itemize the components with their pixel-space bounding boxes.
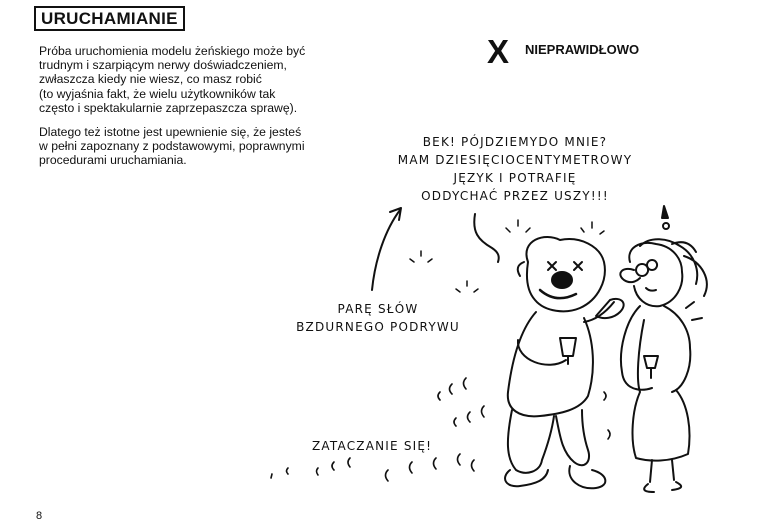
speech-tail xyxy=(474,214,499,262)
text-line: Próba uruchomienia modelu żeńskiego może być xyxy=(39,44,306,58)
speech-line: BEK! PÓJDZIEMYDO MNIE? xyxy=(422,135,608,149)
section-heading: URUCHAMIANIE xyxy=(34,6,185,31)
page-number: 8 xyxy=(36,510,43,522)
caption-line: BZDURNEGO PODRYWU xyxy=(296,320,460,334)
speech-line: ODDYCHAĆ PRZEZ USZY!!! xyxy=(421,189,609,203)
arrow-icon xyxy=(372,208,401,290)
speech-bubble xyxy=(385,133,645,205)
text-line: często i spektakularnie zaprzepaszcza sprawę). xyxy=(39,100,298,115)
stagger-caption: ZATACZANIE SIĘ! xyxy=(312,439,433,453)
wrong-x-icon: X xyxy=(487,33,510,70)
sparkle-marks xyxy=(410,220,604,292)
text-line: trudnym i szarpiącym nerwy doświadczeniem, xyxy=(39,58,287,73)
text-line: procedurami uruchamiania. xyxy=(39,153,187,168)
pickup-caption xyxy=(288,300,468,336)
verdict-label: NIEPRAWIDŁOWO xyxy=(525,42,640,57)
speech-line: MAM DZIESIĘCIOCENTYMETROWY xyxy=(397,153,633,167)
text-line: w pełni zapoznany z podstawowymi, poprawnymi xyxy=(39,139,305,154)
exclaim-mark xyxy=(662,200,664,218)
woman-figure xyxy=(620,206,706,492)
man-figure xyxy=(505,237,624,488)
text-line: (to wyjaśnia fakt, że wielu użytkowników tak xyxy=(39,86,276,101)
caption-line: PARĘ SŁÓW xyxy=(337,302,419,316)
text-line: Dlatego też istotne jest upewnienie się, że jesteś xyxy=(39,125,302,139)
speech-line: JĘZYK I POTRAFIĘ xyxy=(453,171,577,185)
text-line: zwłaszcza kiedy nie wiesz, co masz robić xyxy=(39,72,262,87)
